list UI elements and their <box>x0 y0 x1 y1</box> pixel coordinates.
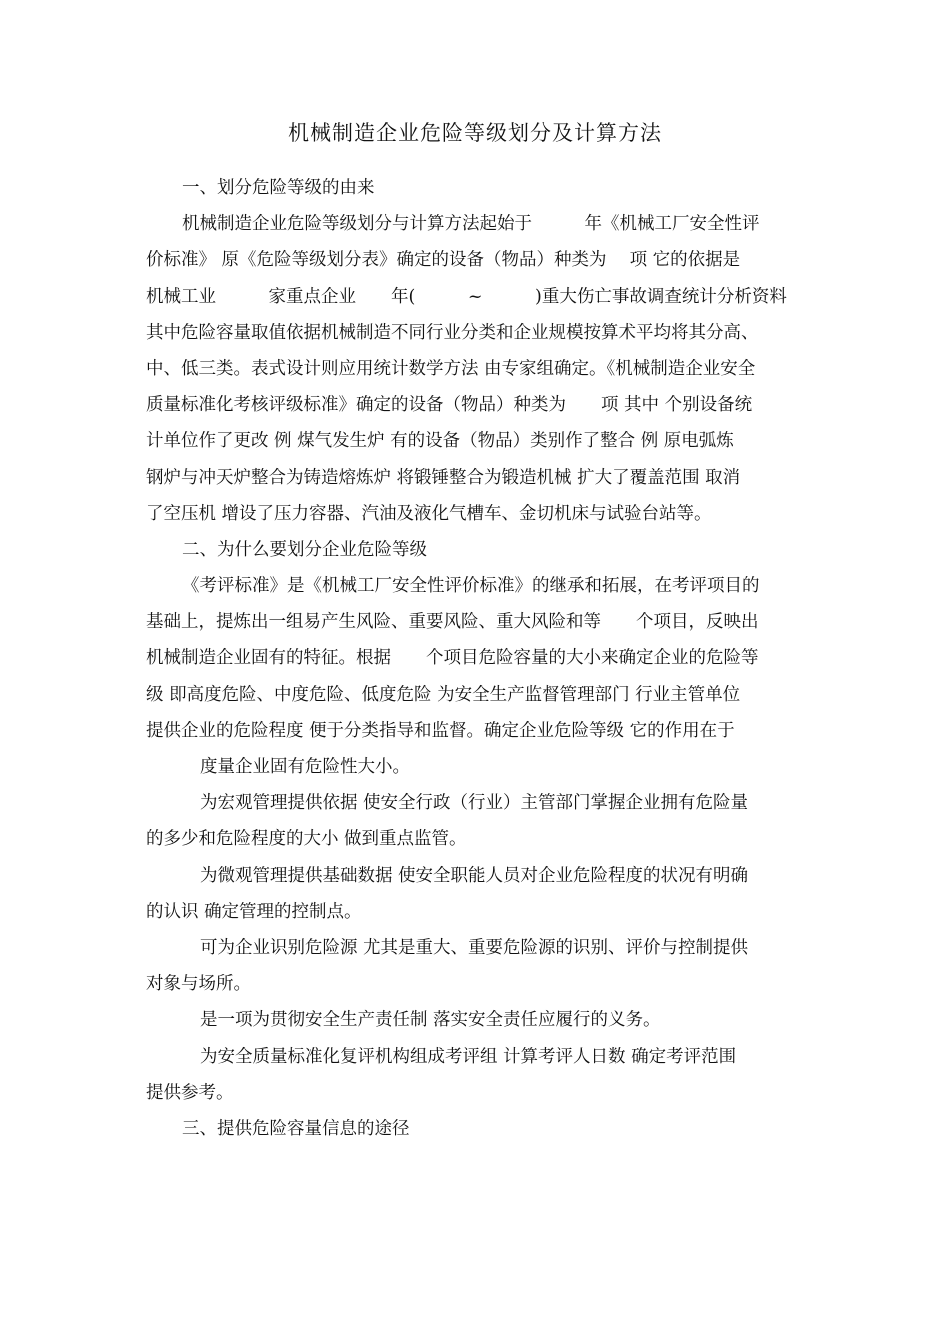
list-item-line: 提供参考。 <box>146 1082 234 1103</box>
list-item-line: 对象与场所。 <box>146 974 251 995</box>
paragraph-line: 基础上，提炼出一组易产生风险、重要风险、重大风险和等 个项目，反映出 <box>146 612 759 633</box>
paragraph-line: 提供企业的危险程度 便于分类指导和监督。确定企业危险等级 它的作用在于 <box>146 720 735 741</box>
paragraph-line: 机械制造企业危险等级划分与计算方法起始于 年《机械工厂安全性评 <box>182 214 760 235</box>
paragraph-line: 其中危险容量取值依据机械制造不同行业分类和企业规模按算术平均将其分高、 <box>146 322 759 343</box>
section-heading-2: 二、为什么要划分企业危险等级 <box>182 539 427 560</box>
list-item-line: 可为企业识别危险源 尤其是重大、重要危险源的识别、评价与控制提供 <box>200 937 749 958</box>
list-item-line: 的认识 确定管理的控制点。 <box>146 901 362 922</box>
list-item-line: 的多少和危险程度的大小 做到重点监管。 <box>146 829 467 850</box>
paragraph-line: 中、低三类。表式设计则应用统计数学方法 由专家组确定。《机械制造企业安全 <box>146 358 756 379</box>
paragraph-line: 了空压机 增设了压力容器、汽油及液化气槽车、金切机床与试验台站等。 <box>146 503 712 524</box>
paragraph-line: 价标准》 原《危险等级划分表》确定的设备（物品）种类为 项 它的依据是 <box>146 250 741 271</box>
paragraph-line: 机械工业 家重点企业 年( ~ )重大伤亡事故调查统计分析资料 <box>146 286 787 307</box>
document-body <box>146 170 810 1147</box>
section-heading-3: 三、提供危险容量信息的途径 <box>182 1118 410 1139</box>
paragraph-line: 级 即高度危险、中度危险、低度危险 为安全生产监督管理部门 行业主管单位 <box>146 684 741 705</box>
paragraph-line: 计单位作了更改 例 煤气发生炉 有的设备（物品）类别作了整合 例 原电弧炼 <box>146 431 734 452</box>
paragraph-line: 机械制造企业固有的特征。根据 个项目危险容量的大小来确定企业的危险等 <box>146 648 759 669</box>
list-item-line: 为微观管理提供基础数据 使安全职能人员对企业危险程度的状况有明确 <box>200 865 749 886</box>
list-item-line: 度量企业固有危险性大小。 <box>200 757 410 777</box>
paragraph-line: 《考评标准》是《机械工厂安全性评价标准》的继承和拓展，在考评项目的 <box>182 576 760 597</box>
list-item-line: 为安全质量标准化复评机构组成考评组 计算考评人日数 确定考评范围 <box>200 1046 737 1067</box>
list-item-line: 为宏观管理提供依据 使安全行政（行业）主管部门掌握企业拥有危险量 <box>200 793 749 814</box>
section-heading-1: 一、划分危险等级的由来 <box>182 178 375 198</box>
paragraph-line: 钢炉与冲天炉整合为铸造熔炼炉 将锻锤整合为锻造机械 扩大了覆盖范围 取消 <box>146 467 741 488</box>
document-title: 机械制造企业危险等级划分及计算方法 <box>288 121 662 145</box>
list-item-line: 是一项为贯彻安全生产责任制 落实安全责任应履行的义务。 <box>200 1010 661 1031</box>
paragraph-line: 质量标准化考核评级标准》确定的设备（物品）种类为 项 其中 个别设备统 <box>146 395 753 416</box>
